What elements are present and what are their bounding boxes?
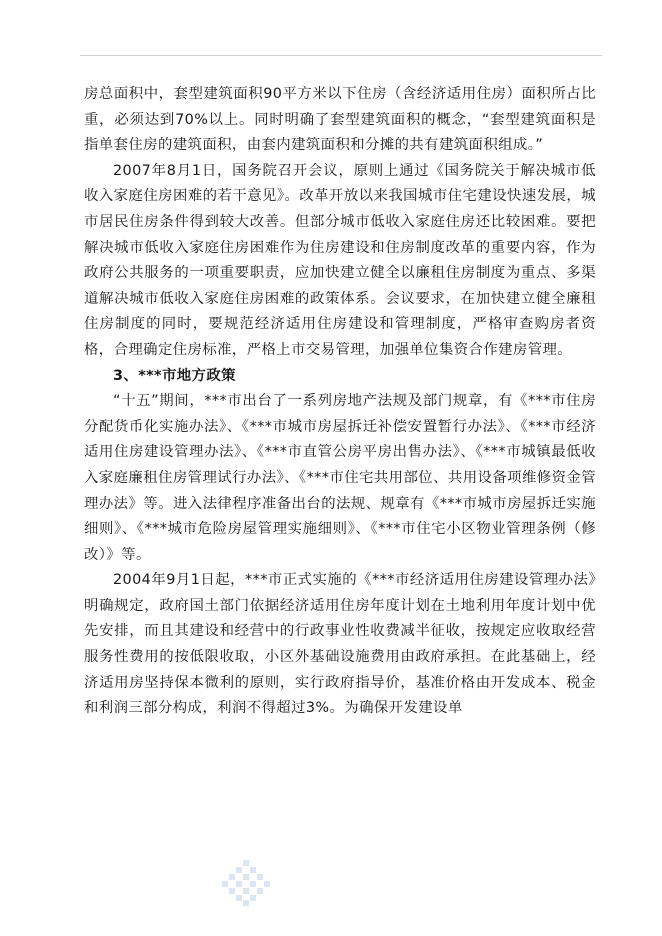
paragraph-1: 房总面积中，套型建筑面积90平方米以下住房（含经济适用住房）面积所占比重，必须达到70%以上。同时明确了套型建筑面积的概念，“套型建筑面积是指单套住房的建筑面积，由套内建筑面积和分摊的共有建筑面积组成。” — [84, 86, 596, 154]
header-rule — [80, 55, 602, 56]
paragraph-2: 2007年8月1日，国务院召开会议，原则上通过《国务院关于解决城市低收入家庭住房困难的若干意见》。改革开放以来我国城市住宅建设快速发展，城市居民住房条件得到较大改善。但部分城市低收入家庭住房还比较困难。要把解决城市低收入家庭住房困难作为住房建设和住房制度改革的重要内容，作为政府公共服务的一项重要职责，应加快建立健全以廉租住房制度为重点、多渠道解决城市低收入家庭住房困难的政策体系。会议要求，在加快建立健全廉租住房制度的同时，要规范经济适用住房建设和管理制度，严格审查购房者资格，合理确定住房标准，严格上市交易管理，加强单位集资合作建房管理。 — [84, 162, 596, 358]
paragraph-3: “十五”期间，***市出台了一系列房地产法规及部门规章，有《***市住房分配货币化实施办法》、《***市城市房屋拆迁补偿安置暂行办法》、《***市经济适用住房建设管理办法》、《***市直管公房平房出售办法》、《***市城镇最低收入家庭廉租住房管理试行办法》、《***市住宅共用部位、共用设备项维修资金管理办法》等。进入法律程序准备出台的法规、规章有《***市城市房屋拆迁实施细则》、《***城市危险房屋管理实施细则》、《***市住宅小区物业管理条例（修改）》等。 — [84, 393, 596, 563]
section-heading: 3、***市地方政策 — [113, 367, 236, 384]
paragraph-4: 2004年9月1日起，***市正式实施的《***市经济适用住房建设管理办法》明确规定，政府国土部门依据经济适用住房年度计划在土地利用年度计划中优先安排，而且其建设和经营中的行政事业性收费减半征收，按规定应收取经营服务性费用的按低限收取，小区外基础设施费用由政府承担。在此基础上，经济适用房坚持保本微利的原则，实行政府指导价，基准价格由开发成本、税金和利润三部分构成，利润不得超过3%。为确保开发建设单 — [84, 572, 596, 717]
document-body — [84, 82, 596, 722]
watermark-logo-icon — [222, 860, 270, 906]
